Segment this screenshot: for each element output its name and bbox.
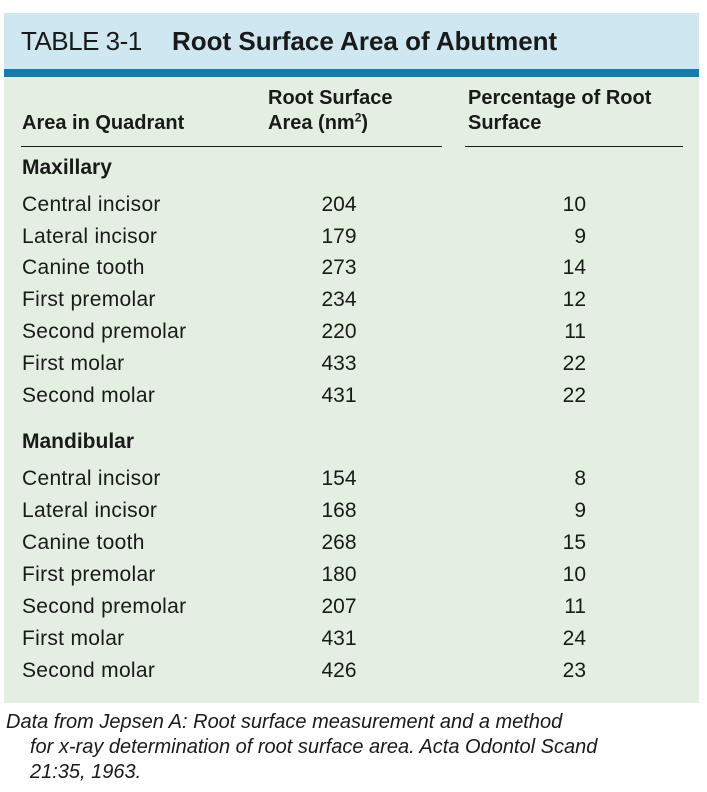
root-surface-area-value: 268 xyxy=(321,531,357,554)
section-label-maxillary: Maxillary xyxy=(22,156,112,179)
root-surface-area-value: 273 xyxy=(321,256,357,279)
table-title: Root Surface Area of Abutment xyxy=(172,26,558,56)
percentage-value: 8 xyxy=(574,467,586,490)
root-surface-area-value: 431 xyxy=(321,627,357,650)
root-surface-area-value: 220 xyxy=(321,320,357,343)
table-row xyxy=(4,627,699,657)
root-surface-area-value: 426 xyxy=(321,659,357,682)
percentage-value: 24 xyxy=(562,627,586,650)
root-surface-area-value: 179 xyxy=(321,225,357,248)
tooth-name: Second molar xyxy=(22,659,156,682)
section-label-mandibular: Mandibular xyxy=(22,430,135,453)
tooth-name: First molar xyxy=(22,352,125,375)
root-surface-area-value: 168 xyxy=(321,499,357,522)
root-surface-area-value: 431 xyxy=(321,384,357,407)
table-row xyxy=(4,384,699,414)
column-header-unit-superscript: 2 xyxy=(354,110,362,125)
column-header-percentage-line2: Surface xyxy=(468,112,542,134)
tooth-name: Lateral incisor xyxy=(22,225,158,248)
tooth-name: Second premolar xyxy=(22,320,187,343)
column-header-area-in-quadrant xyxy=(22,111,184,136)
percentage-value: 10 xyxy=(562,563,586,586)
column-header-root-surface-area-line1: Root Surface xyxy=(268,87,393,109)
root-surface-area-value: 234 xyxy=(321,288,357,311)
column-header-percentage-line1: Percentage of Root xyxy=(468,87,652,109)
table-row xyxy=(4,256,699,286)
tooth-name: Lateral incisor xyxy=(22,499,158,522)
table-row xyxy=(4,320,699,350)
table-panel xyxy=(4,13,699,703)
title-bar xyxy=(4,13,699,69)
table-row xyxy=(4,193,699,223)
percentage-value: 11 xyxy=(564,595,586,618)
percentage-value: 22 xyxy=(562,384,586,407)
table-row xyxy=(4,595,699,625)
percentage-value: 15 xyxy=(562,531,586,554)
percentage-value: 9 xyxy=(574,499,586,522)
tooth-name: Second premolar xyxy=(22,595,187,618)
caption-line-1: Data from Jepsen A: Root surface measurement and a method xyxy=(6,711,563,733)
caption-line-2: for x-ray determination of root surface area. Acta Odontol Scand xyxy=(30,736,598,758)
percentage-value: 23 xyxy=(562,659,586,682)
title-divider xyxy=(4,69,699,77)
percentage-value: 11 xyxy=(564,320,586,343)
table-row xyxy=(4,659,699,689)
percentage-value: 22 xyxy=(562,352,586,375)
table-row xyxy=(4,467,699,497)
tooth-name: First molar xyxy=(22,627,125,650)
table-row xyxy=(4,531,699,561)
tooth-name: Central incisor xyxy=(22,467,161,490)
tooth-name: Second molar xyxy=(22,384,156,407)
header-divider-right xyxy=(465,146,683,147)
tooth-name: Canine tooth xyxy=(22,256,145,279)
tooth-name: Canine tooth xyxy=(22,531,145,554)
percentage-value: 12 xyxy=(562,288,586,311)
source-caption xyxy=(6,710,701,785)
table-row xyxy=(4,563,699,593)
percentage-value: 10 xyxy=(562,193,586,216)
table-row xyxy=(4,288,699,318)
tooth-name: First premolar xyxy=(22,288,156,311)
root-surface-area-value: 433 xyxy=(321,352,357,375)
column-header-root-surface-area xyxy=(268,86,392,136)
column-header-area-in-quadrant-text: Area in Quadrant xyxy=(22,112,185,134)
column-header-unit-text: Area (nm xyxy=(268,112,355,134)
percentage-value: 14 xyxy=(562,256,586,279)
root-surface-area-value: 154 xyxy=(321,467,357,490)
root-surface-area-value: 207 xyxy=(321,595,357,618)
caption-line-3: 21:35, 1963. xyxy=(30,761,142,783)
table-row xyxy=(4,225,699,255)
tooth-name: Central incisor xyxy=(22,193,161,216)
column-header-percentage xyxy=(468,86,651,136)
column-header-unit-close: ) xyxy=(361,112,369,134)
tooth-name: First premolar xyxy=(22,563,156,586)
table-label: TABLE 3-1 xyxy=(21,26,142,56)
column-header-root-surface-area-line2 xyxy=(268,111,392,136)
table-row xyxy=(4,499,699,529)
header-divider-left xyxy=(21,146,442,147)
root-surface-area-value: 204 xyxy=(321,193,357,216)
root-surface-area-value: 180 xyxy=(321,563,357,586)
percentage-value: 9 xyxy=(574,225,586,248)
table-row xyxy=(4,352,699,382)
